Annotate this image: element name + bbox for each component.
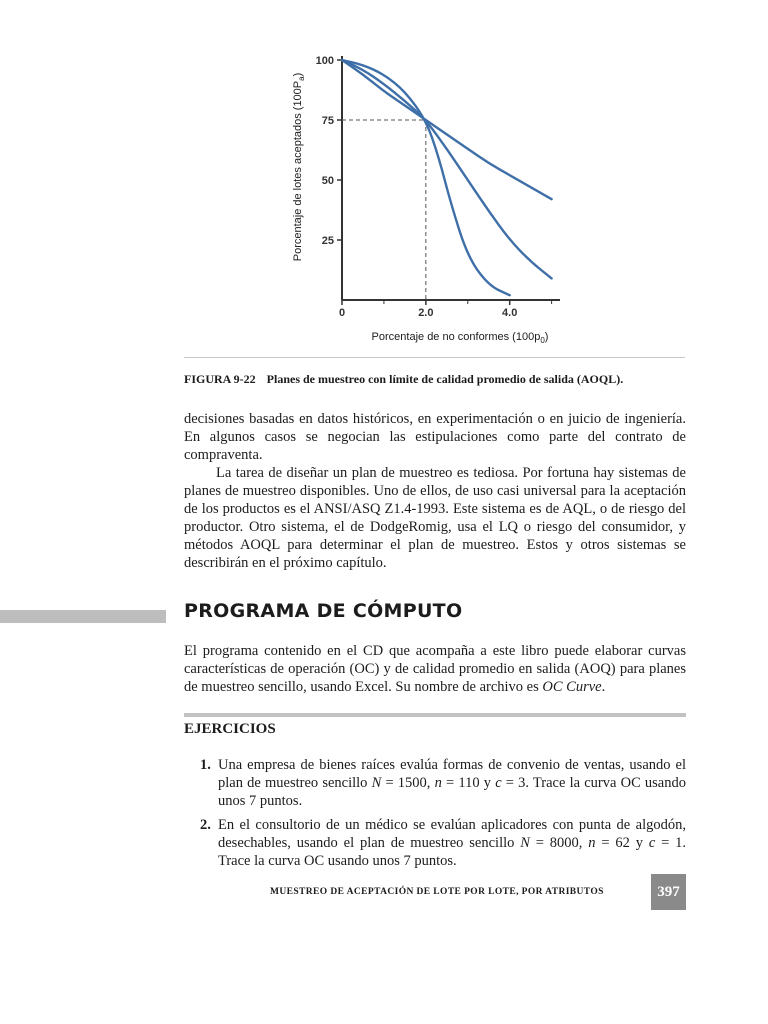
figure-divider bbox=[184, 357, 685, 358]
x-axis-title: Porcentaje de no conformes $(100p_0)$ bbox=[371, 331, 549, 346]
exercise-text: En el consultorio de un médico se evalúan aplicadores con punta de algodón, desechables, usando el plan de muestreo sencillo N = 8000, n = 62 y c = 1. Trace la curva OC usando unos 7 puntos. bbox=[218, 817, 686, 869]
paragraph-2: La tarea de diseñar un plan de muestreo es tediosa. Por fortuna hay sistemas de planes de muestreo disponibles. Uno de ellos, de uso casi universal para la aceptación de los productos es el ANSI/ASQ Z1.4-1993. Este sistema es de AQL, o de riesgo del productor. Otro sistema, el de DodgeRomig, usa el LQ o riesgo del consumidor, y métodos AOQL para determinar el plan de muestreo. Estos y otros sistemas se describirán en el próximo capítulo. bbox=[184, 465, 686, 571]
exercises-rule bbox=[184, 713, 686, 717]
page-number: 397 bbox=[651, 874, 686, 910]
paragraph-1: decisiones basadas en datos históricos, en experimentación o en juicio de ingeniería. En algunos casos se negocian las estipulaciones como parte del contrato de compraventa. bbox=[184, 411, 686, 463]
exercise-text: Una empresa de bienes raíces evalúa formas de convenio de ventas, usando el plan de muestreo sencillo N = 1500, n = 110 y c = 3. Trace la curva OC usando unos 7 puntos. bbox=[218, 757, 686, 809]
exercise-number: 2. bbox=[200, 817, 211, 833]
figure-caption-text: Planes de muestreo con límite de calidad promedio de salida (AOQL). bbox=[266, 372, 624, 386]
oc-curve-chart bbox=[280, 40, 580, 330]
body-text bbox=[184, 410, 686, 572]
figure-number: FIGURA 9-22 bbox=[184, 372, 256, 386]
y-tick-label: 100 bbox=[315, 55, 334, 67]
y-tick-label: 50 bbox=[321, 175, 334, 187]
x-tick-label: 0 bbox=[338, 307, 346, 319]
y-tick-label: 75 bbox=[321, 115, 334, 127]
exercise-item bbox=[200, 756, 686, 810]
running-head: MUESTREO DE ACEPTACIÓN DE LOTE POR LOTE, POR ATRIBUTOS bbox=[270, 887, 604, 897]
exercise-item bbox=[200, 816, 686, 870]
file-name: OC Curve bbox=[542, 679, 602, 695]
y-axis-title: Porcentaje de lotes aceptados $(100P_a)$ bbox=[292, 72, 307, 262]
figure-caption bbox=[184, 372, 694, 387]
oc-curve-2 bbox=[342, 60, 552, 278]
section-title: PROGRAMA DE CÓMPUTO bbox=[184, 600, 463, 622]
exercise-number: 1. bbox=[200, 757, 211, 773]
exercises-title: EJERCICIOS bbox=[184, 721, 276, 737]
section-paragraph: El programa contenido en el CD que acompaña a este libro puede elaborar curvas características de operación (OC) y de calidad promedio en salida (AOQ) para planes de muestreo sencillo, usando Excel. Su nombre de archivo es OC Curve. bbox=[184, 643, 686, 695]
oc-curve-3 bbox=[342, 60, 552, 199]
y-tick-label: 25 bbox=[321, 235, 334, 247]
x-tick-label: 4.0 bbox=[502, 307, 518, 319]
x-tick-label: 2.0 bbox=[418, 307, 434, 319]
section-marker-bar bbox=[0, 610, 166, 623]
